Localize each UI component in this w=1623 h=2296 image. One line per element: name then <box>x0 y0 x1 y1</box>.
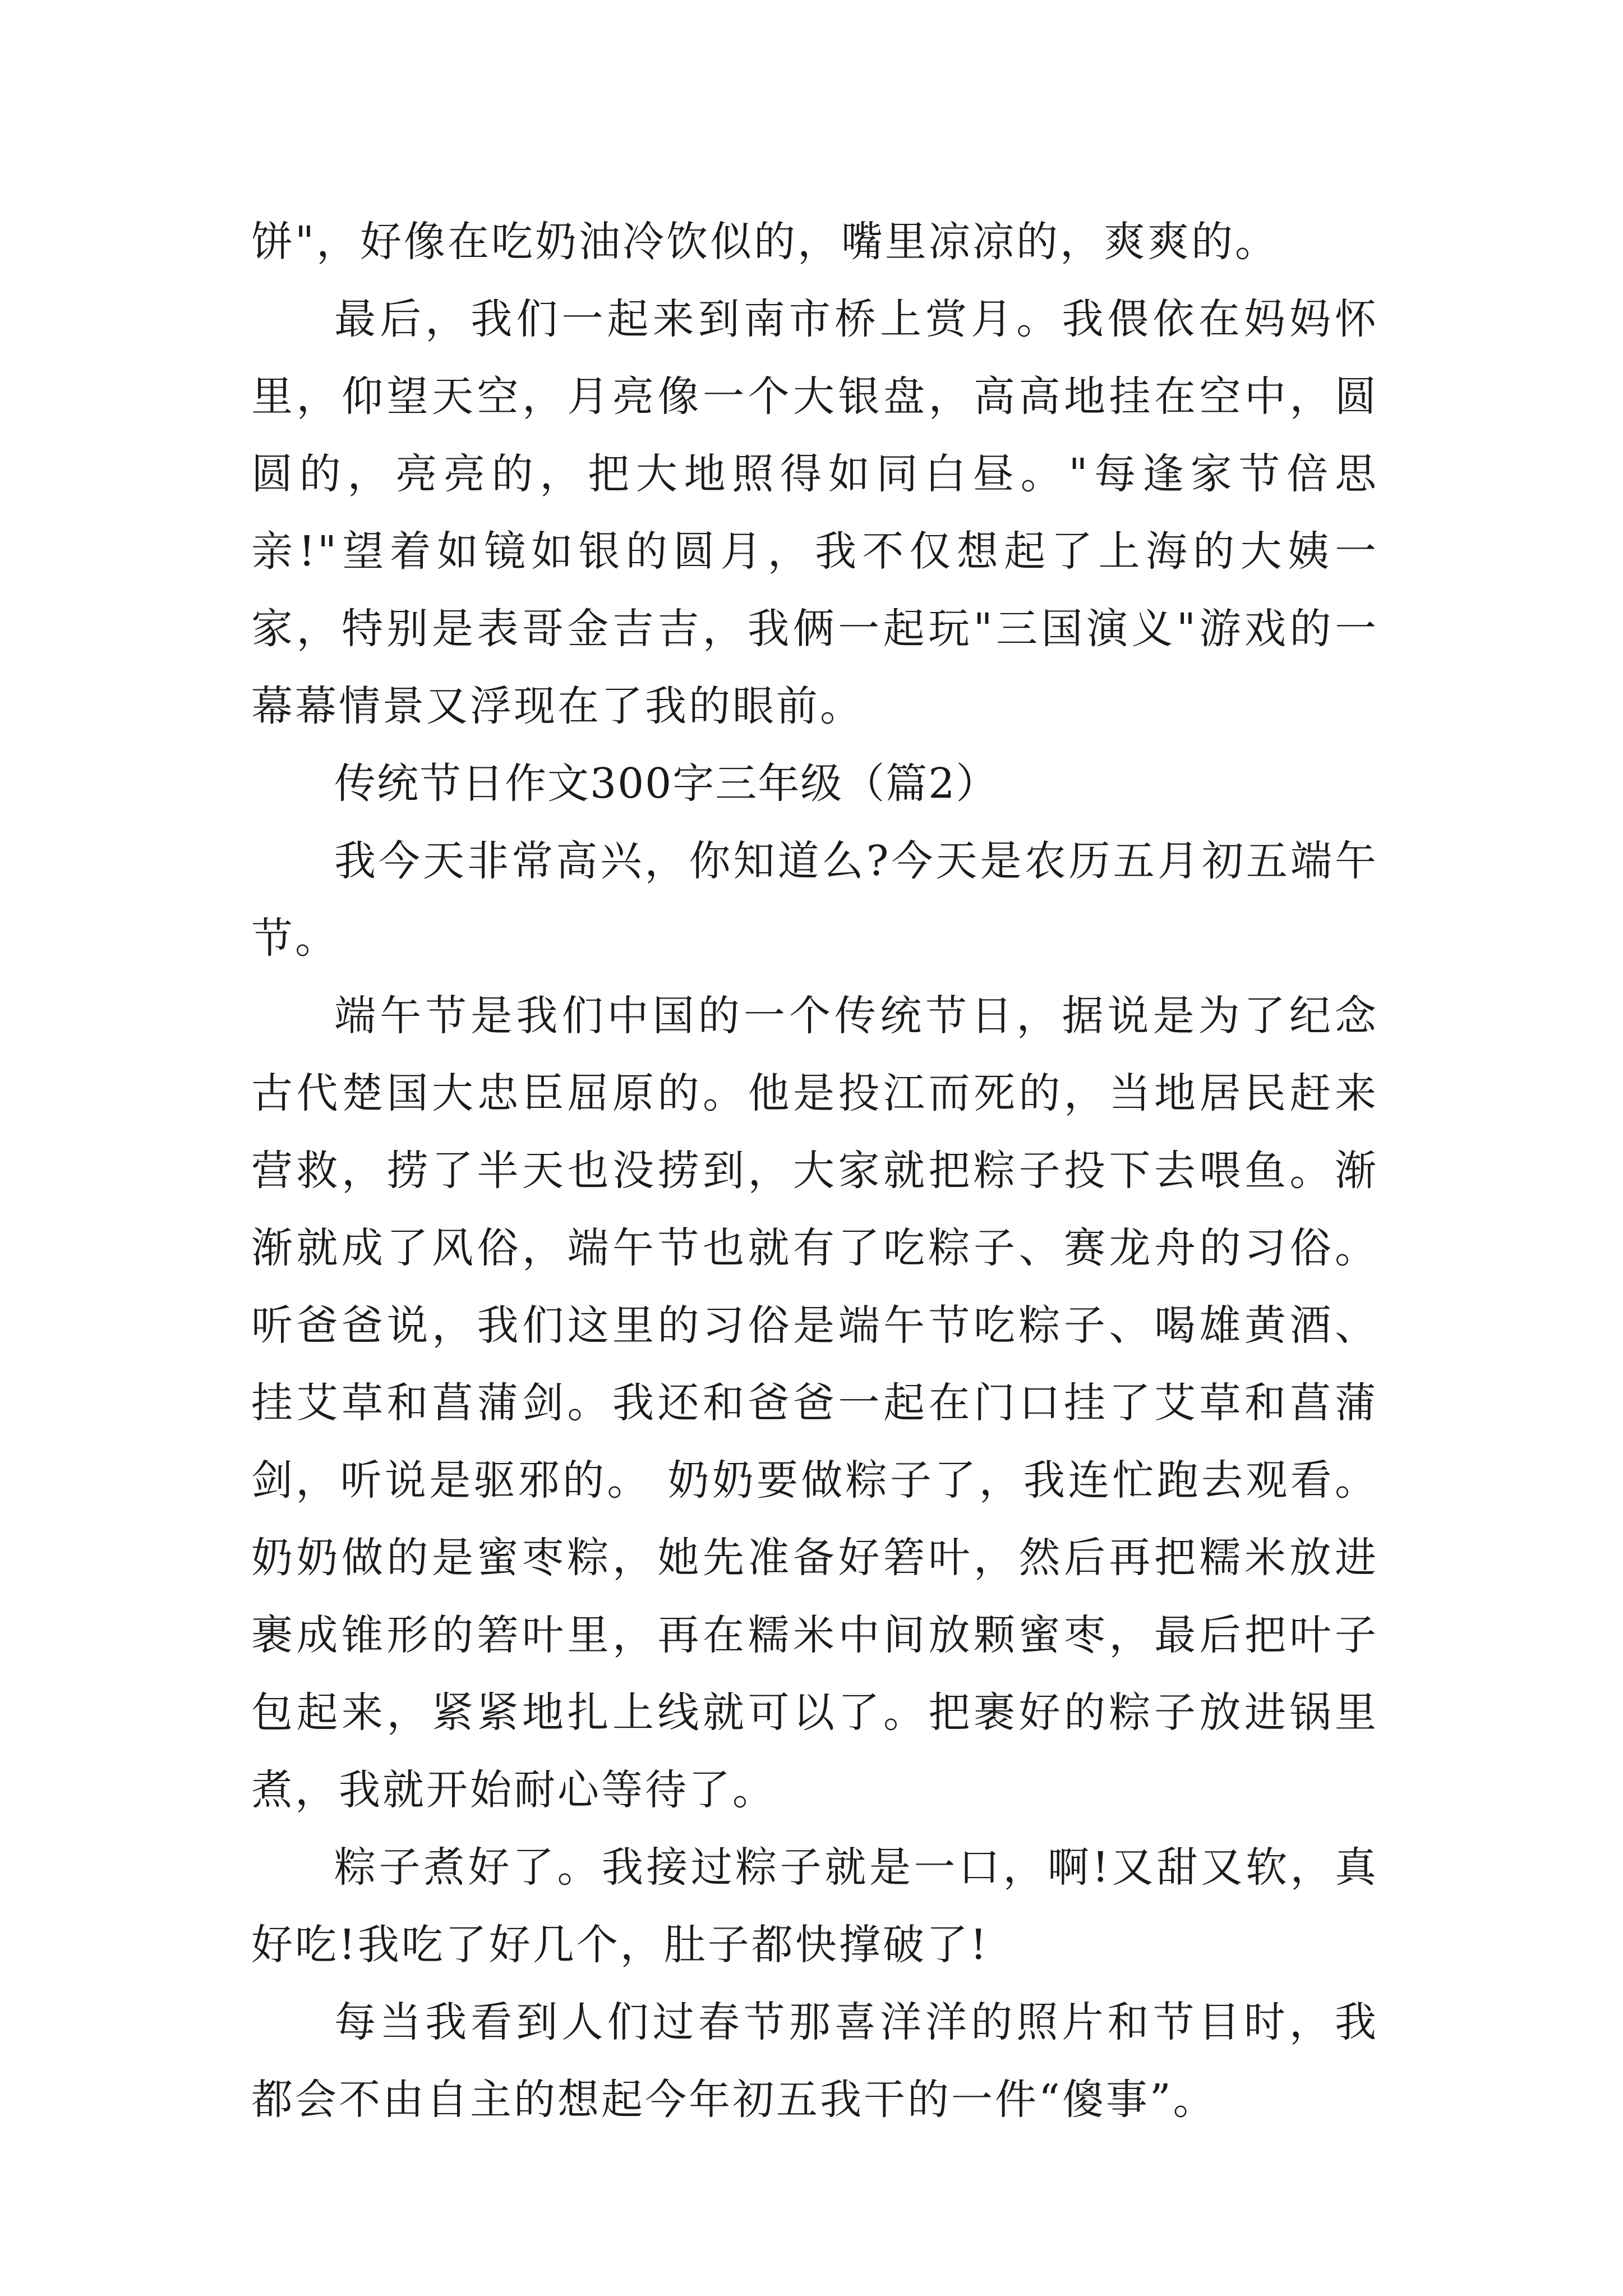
paragraph-4: 端午节是我们中国的一个传统节日，据说是为了纪念古代楚国大忠臣屈原的。他是投江而死的，当地居民赶来营救，捞了半天也没捞到，大家就把粽子投下去喂鱼。渐渐就成了风俗，端午节也就有了吃粽子、赛龙舟的习俗。听爸爸说，我们这里的习俗是端午节吃粽子、喝雄黄酒、挂艾草和菖蒲剑。我还和爸爸一起在门口挂了艾草和菖蒲剑，听说是驱邪的。 奶奶要做粽子了，我连忙跑去观看。奶奶做的是蜜枣粽，她先准备好箬叶，然后再把糯米放进裹成锥形的箬叶里，再在糯米中间放颗蜜枣，最后把叶子包起来，紧紧地扎上线就可以了。把裹好的粽子放进锅里煮，我就开始耐心等待了。 <box>251 992 1378 1814</box>
paragraph-2: 最后，我们一起来到南市桥上赏月。我偎依在妈妈怀里，仰望天空，月亮像一个大银盘，高高地挂在空中，圆圆的，亮亮的，把大地照得如同白昼。"每逢家节倍思亲!"望着如镜如银的圆月，我不仅想起了上海的大姨一家，特别是表哥金吉吉，我俩一起玩"三国演义"游戏的一幕幕情景又浮现在了我的眼前。 <box>251 295 1378 730</box>
paragraph-6: 每当我看到人们过春节那喜洋洋的照片和节目时，我都会不由自主的想起今年初五我干的一件“傻事”。 <box>251 1998 1378 2124</box>
section-heading: 传统节日作文300字三年级（篇2） <box>334 760 999 808</box>
essay-body <box>251 203 1378 2138</box>
paragraph-5: 粽子煮好了。我接过粽子就是一口，啊!又甜又软，真好吃!我吃了好几个，肚子都快撑破了! <box>251 1843 1378 1969</box>
paragraph-3: 我今天非常高兴，你知道么?今天是农历五月初五端午节。 <box>251 837 1378 963</box>
paragraph-1: 饼"，好像在吃奶油冷饮似的，嘴里凉凉的，爽爽的。 <box>251 218 1279 266</box>
